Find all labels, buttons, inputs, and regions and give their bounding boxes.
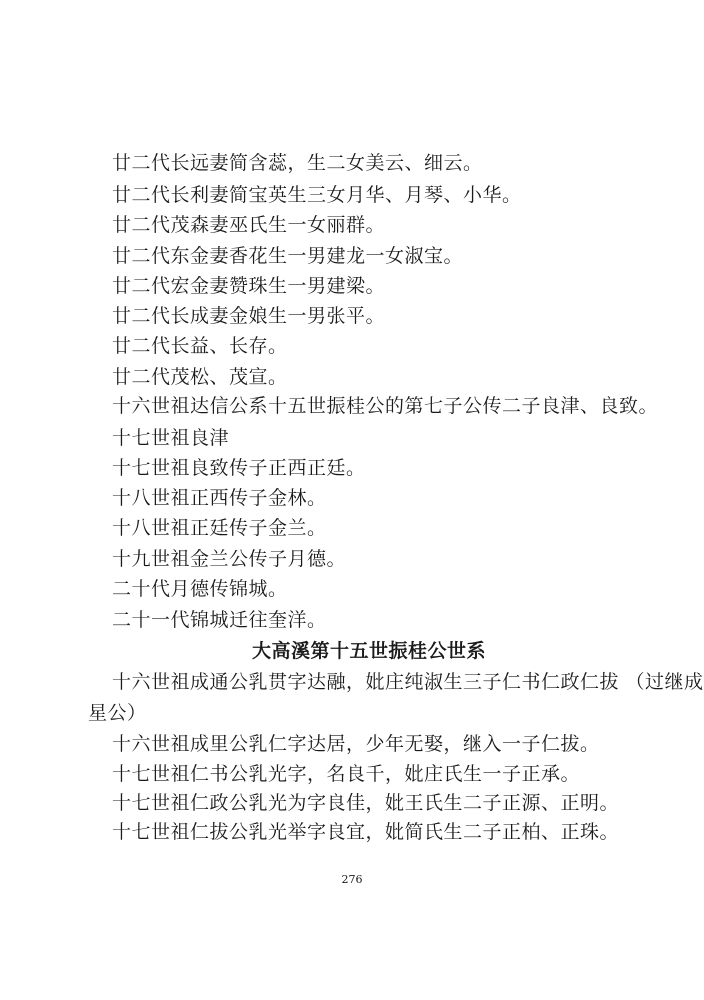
section-heading: 大高溪第十五世振桂公世系 <box>252 640 487 662</box>
genealogy-line: 二十一代锦城迁往奎洋。 <box>112 609 327 631</box>
genealogy-line: 廿二代茂森妻巫氏生一女丽群。 <box>112 214 386 236</box>
genealogy-line: 二十代月德传锦城。 <box>112 578 288 600</box>
section-line: 星公） <box>88 702 147 724</box>
genealogy-line: 十七世祖良津 <box>112 427 230 449</box>
genealogy-line: 廿二代茂松、茂宣。 <box>112 366 288 388</box>
genealogy-line: 廿二代东金妻香花生一男建龙一女淑宝。 <box>112 245 464 267</box>
genealogy-line: 十七世祖良致传子正西正廷。 <box>112 457 366 479</box>
genealogy-line: 廿二代长成妻金娘生一男张平。 <box>112 305 386 327</box>
genealogy-line: 十九世祖金兰公传子月德。 <box>112 548 347 570</box>
section-line: 十七世祖仁政公乳光为字良佳，妣王氏生二子正源、正明。 <box>112 792 620 814</box>
page-number: 276 <box>341 873 363 886</box>
section-line: 十七世祖仁拔公乳光举字良宜，妣简氏生二子正柏、正珠。 <box>112 821 620 843</box>
genealogy-line: 十六世祖达信公系十五世振桂公的第七子公传二子良津、良致。 <box>112 395 659 417</box>
genealogy-line: 十八世祖正廷传子金兰。 <box>112 517 327 539</box>
section-line: 十六世祖成通公乳贯字达融，妣庄纯淑生三子仁书仁政仁拔 （过继成 <box>112 671 704 693</box>
section-line: 十六世祖成里公乳仁字达居，少年无娶，继入一子仁拔。 <box>112 733 600 755</box>
section-line: 十七世祖仁书公乳光字，名良千，妣庄氏生一子正承。 <box>112 763 581 785</box>
genealogy-line: 廿二代长益、长存。 <box>112 335 288 357</box>
genealogy-line: 廿二代长远妻简含蕊，生二女美云、细云。 <box>112 152 483 174</box>
genealogy-line: 十八世祖正西传子金林。 <box>112 487 327 509</box>
genealogy-line: 廿二代宏金妻赞珠生一男建梁。 <box>112 275 386 297</box>
genealogy-line: 廿二代长利妻简宝英生三女月华、月琴、小华。 <box>112 184 522 206</box>
